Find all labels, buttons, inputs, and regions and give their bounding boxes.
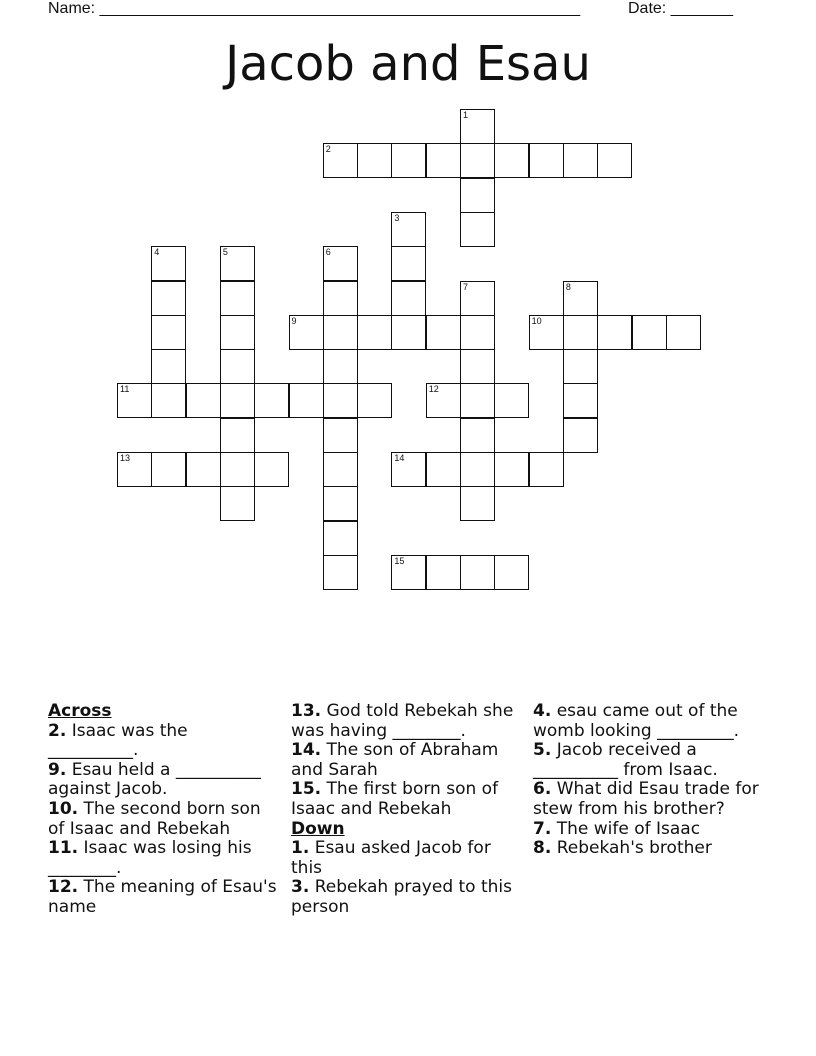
clue-down-5 [533,741,773,780]
grid-cell[interactable] [494,143,529,178]
grid-cell[interactable] [563,349,598,384]
grid-cell[interactable] [460,383,495,418]
grid-cell[interactable] [391,315,426,350]
grid-cell[interactable] [186,383,221,418]
grid-cell[interactable] [289,315,324,350]
grid-cell[interactable] [494,452,529,487]
grid-cell[interactable] [323,555,358,590]
grid-cell[interactable] [460,281,495,316]
clue-across-12 [48,878,278,917]
grid-cell[interactable] [220,452,255,487]
clue-number: 2. [48,720,67,741]
clue-number: 9. [48,759,67,780]
cell-number: 11 [120,384,130,395]
cell-number: 10 [531,315,542,326]
grid-cell[interactable] [426,452,461,487]
grid-cell[interactable] [357,383,392,418]
grid-cell[interactable] [323,349,358,384]
clue-number: 1. [291,838,310,859]
grid-cell[interactable] [460,418,495,453]
across-heading: Across [48,701,112,721]
clue-down-3 [291,878,523,917]
clue-text: What did Esau trade for stew from his brother? [533,779,759,819]
grid-cell[interactable] [426,315,461,350]
clue-text: Esau asked Jacob for this [291,838,491,878]
clue-text: The first born son of Isaac and Rebekah [291,779,499,819]
cell-number: 8 [565,281,571,292]
clue-text: The wife of Isaac [551,818,701,839]
clue-number: 4. [533,701,552,721]
cell-number: 13 [120,453,131,463]
grid-cell[interactable] [391,212,426,247]
grid-cell[interactable] [220,383,255,418]
grid-cell[interactable] [357,143,392,178]
cell-number: 15 [394,555,405,566]
grid-cell[interactable] [323,315,358,350]
grid-cell[interactable] [391,281,426,316]
clue-text: Isaac was losing his ________. [48,838,252,878]
grid-cell[interactable] [666,315,701,350]
clue-across-11 [48,839,278,878]
grid-cell[interactable] [563,281,598,316]
grid-cell[interactable] [460,486,495,521]
grid-cell[interactable] [426,383,461,418]
clues-column-2 [291,702,523,918]
grid-cell[interactable] [460,143,495,178]
grid-cell[interactable] [460,178,495,213]
clue-text: Rebekah's brother [551,838,712,859]
grid-cell[interactable] [323,486,358,521]
grid-cell[interactable] [391,555,426,590]
grid-cell[interactable] [323,418,358,453]
grid-cell[interactable] [563,315,598,350]
date-field-label: Date: _______ [628,0,733,17]
clue-number: 6. [533,779,552,800]
clue-text: Jacob received a __________ from Isaac. [533,740,718,780]
cell-number: 3 [394,212,400,223]
grid-cell[interactable] [323,281,358,316]
cell-number: 5 [222,247,228,258]
grid-cell[interactable] [460,109,495,144]
clue-number: 5. [533,740,552,761]
clue-text: esau came out of the womb looking _________. [533,701,740,741]
grid-cell[interactable] [323,143,358,178]
clue-number: 8. [533,838,552,859]
grid-cell[interactable] [563,383,598,418]
clue-down-1 [291,839,523,878]
clues-column-1 [48,702,278,918]
grid-cell[interactable] [460,212,495,247]
grid-cell[interactable] [323,383,358,418]
page-title: Jacob and Esau [225,36,591,92]
clue-across-15 [291,780,523,819]
clue-number: 10. [48,798,79,819]
clue-down-6 [533,780,773,819]
grid-cell[interactable] [391,143,426,178]
clue-text: God told Rebekah she was having ________. [291,701,514,741]
grid-cell[interactable] [220,486,255,521]
grid-cell[interactable] [494,555,529,590]
grid-cell[interactable] [529,143,564,178]
clue-number: 12. [48,877,79,898]
clue-text: Isaac was the __________. [48,720,188,761]
grid-cell[interactable] [426,555,461,590]
grid-cell[interactable] [597,315,632,350]
grid-cell[interactable] [323,521,358,556]
grid-cell[interactable] [357,315,392,350]
grid-cell[interactable] [426,143,461,178]
clue-across-13 [291,702,523,741]
clue-down-8 [533,839,773,859]
grid-cell[interactable] [391,246,426,281]
grid-cell[interactable] [151,246,186,281]
grid-cell[interactable] [529,452,564,487]
grid-cell[interactable] [117,383,152,418]
clue-number: 11. [48,838,79,859]
clue-down-4 [533,702,773,741]
grid-cell[interactable] [529,315,564,350]
grid-cell[interactable] [460,315,495,350]
cell-number: 12 [428,384,439,395]
clue-text: The second born son of Isaac and Rebekah [48,798,261,839]
grid-cell[interactable] [151,452,186,487]
down-heading: Down [291,818,345,839]
cell-number: 14 [394,453,405,463]
grid-cell[interactable] [151,281,186,316]
cell-number: 7 [463,281,469,292]
clue-number: 7. [533,818,552,839]
clue-number: 3. [291,877,310,898]
grid-cell[interactable] [220,418,255,453]
clue-text: Rebekah prayed to this person [291,877,513,917]
grid-cell[interactable] [151,383,186,418]
grid-cell[interactable] [563,418,598,453]
grid-cell[interactable] [391,452,426,487]
grid-cell[interactable] [460,555,495,590]
grid-cell[interactable] [254,452,289,487]
clue-text: The son of Abraham and Sarah [291,740,499,780]
cell-number: 1 [463,110,469,120]
clue-number: 15. [291,779,322,800]
grid-cell[interactable] [632,315,667,350]
name-field-label: Name: ______________________________________________________ [48,0,581,17]
grid-cell[interactable] [151,315,186,350]
grid-cell[interactable] [323,452,358,487]
clue-number: 14. [291,740,322,761]
grid-cell[interactable] [289,383,324,418]
grid-cell[interactable] [220,281,255,316]
grid-cell[interactable] [563,143,598,178]
grid-cell[interactable] [117,452,152,487]
clue-across-14 [291,741,523,780]
grid-cell[interactable] [460,452,495,487]
grid-cell[interactable] [460,349,495,384]
cell-number: 9 [291,315,297,326]
clue-text: Esau held a __________ against Jacob. [48,759,261,800]
grid-cell[interactable] [254,383,289,418]
grid-cell[interactable] [186,452,221,487]
cell-number: 4 [154,247,160,258]
grid-cell[interactable] [220,246,255,281]
cell-number: 2 [325,144,331,155]
clue-number: 13. [291,701,322,721]
clue-text: The meaning of Esau's name [48,877,277,917]
grid-cell[interactable] [220,315,255,350]
clues-column-3 [533,702,773,859]
grid-cell[interactable] [151,349,186,384]
clue-down-7 [533,820,773,840]
cell-number: 6 [325,247,331,258]
clue-across-10 [48,800,278,839]
grid-cell[interactable] [494,383,529,418]
grid-cell[interactable] [597,143,632,178]
grid-cell[interactable] [323,246,358,281]
clue-across-9 [48,761,278,800]
clue-across-2 [48,722,278,761]
grid-cell[interactable] [220,349,255,384]
